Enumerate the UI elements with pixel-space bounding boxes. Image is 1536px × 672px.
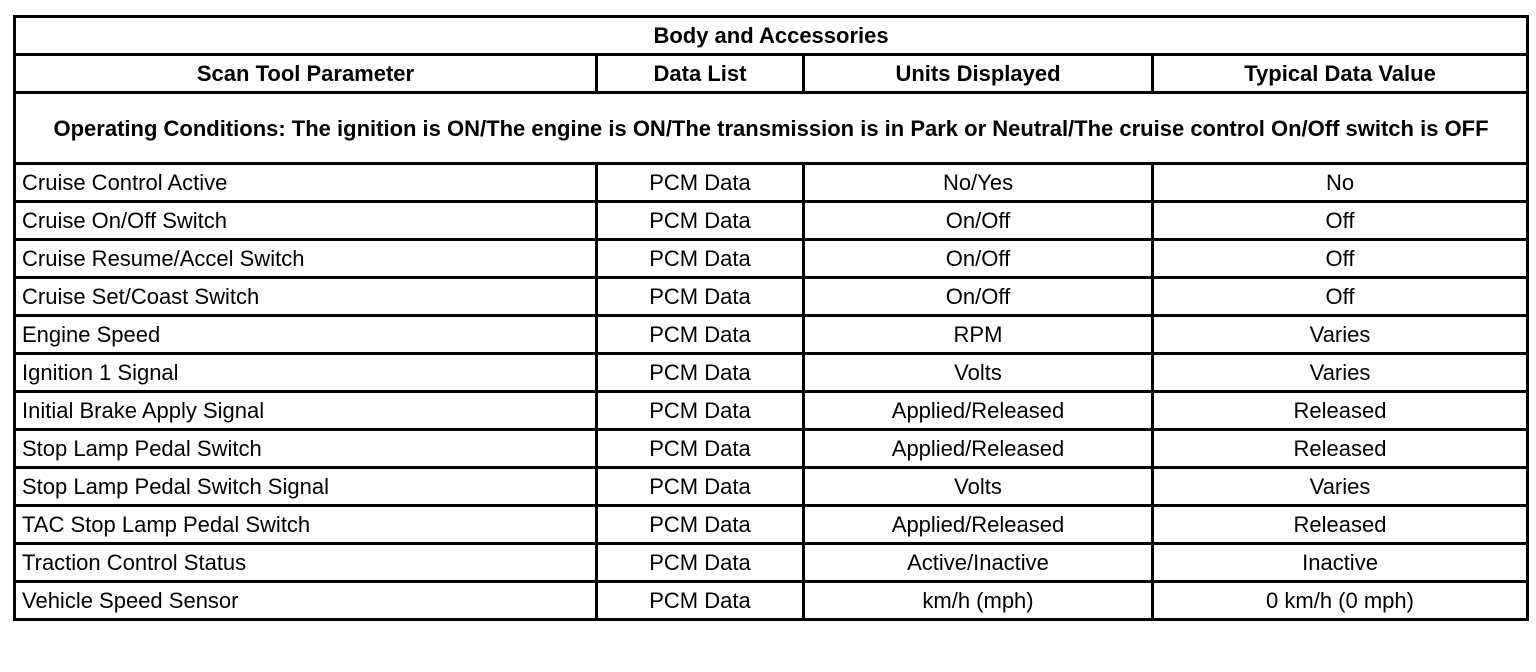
operating-conditions: Operating Conditions: The ignition is ON/The engine is ON/The transmission is in Park or Neutral/The cruise control On/Off switch is OFF: [15, 93, 1528, 164]
cell-scan-tool-parameter: Cruise Set/Coast Switch: [15, 278, 597, 316]
cell-typical-data-value: Varies: [1153, 354, 1528, 392]
cell-data-list: PCM Data: [597, 354, 804, 392]
cell-units-displayed: Applied/Released: [804, 392, 1153, 430]
header-typical-data-value: Typical Data Value: [1153, 55, 1528, 93]
table-row: [15, 202, 1528, 240]
cell-units-displayed: Volts: [804, 354, 1153, 392]
cell-units-displayed: Applied/Released: [804, 506, 1153, 544]
header-units-displayed: Units Displayed: [804, 55, 1153, 93]
cell-units-displayed: Volts: [804, 468, 1153, 506]
cell-typical-data-value: Released: [1153, 430, 1528, 468]
table-row: [15, 278, 1528, 316]
cell-data-list: PCM Data: [597, 202, 804, 240]
cell-data-list: PCM Data: [597, 582, 804, 620]
table-title: Body and Accessories: [15, 17, 1528, 55]
cell-units-displayed: Applied/Released: [804, 430, 1153, 468]
cell-scan-tool-parameter: Cruise Control Active: [15, 164, 597, 202]
cell-typical-data-value: Off: [1153, 240, 1528, 278]
cell-data-list: PCM Data: [597, 468, 804, 506]
cell-data-list: PCM Data: [597, 544, 804, 582]
scan-tool-data-table: [13, 15, 1529, 621]
cell-scan-tool-parameter: Vehicle Speed Sensor: [15, 582, 597, 620]
cell-data-list: PCM Data: [597, 164, 804, 202]
cell-typical-data-value: Inactive: [1153, 544, 1528, 582]
table-title-row: [15, 17, 1528, 55]
header-scan-tool-parameter: Scan Tool Parameter: [15, 55, 597, 93]
cell-data-list: PCM Data: [597, 506, 804, 544]
table-row: [15, 164, 1528, 202]
cell-typical-data-value: Released: [1153, 392, 1528, 430]
cell-typical-data-value: No: [1153, 164, 1528, 202]
operating-conditions-row: [15, 93, 1528, 164]
cell-units-displayed: RPM: [804, 316, 1153, 354]
cell-scan-tool-parameter: Cruise On/Off Switch: [15, 202, 597, 240]
cell-units-displayed: On/Off: [804, 240, 1153, 278]
cell-scan-tool-parameter: TAC Stop Lamp Pedal Switch: [15, 506, 597, 544]
cell-scan-tool-parameter: Traction Control Status: [15, 544, 597, 582]
cell-units-displayed: On/Off: [804, 202, 1153, 240]
cell-scan-tool-parameter: Engine Speed: [15, 316, 597, 354]
table-body: [15, 164, 1528, 620]
cell-units-displayed: On/Off: [804, 278, 1153, 316]
cell-typical-data-value: 0 km/h (0 mph): [1153, 582, 1528, 620]
cell-scan-tool-parameter: Ignition 1 Signal: [15, 354, 597, 392]
cell-units-displayed: Active/Inactive: [804, 544, 1153, 582]
table-row: [15, 430, 1528, 468]
cell-data-list: PCM Data: [597, 316, 804, 354]
cell-typical-data-value: Off: [1153, 278, 1528, 316]
header-data-list: Data List: [597, 55, 804, 93]
table-row: [15, 506, 1528, 544]
cell-data-list: PCM Data: [597, 392, 804, 430]
table-row: [15, 354, 1528, 392]
cell-units-displayed: km/h (mph): [804, 582, 1153, 620]
table-row: [15, 544, 1528, 582]
cell-data-list: PCM Data: [597, 278, 804, 316]
cell-scan-tool-parameter: Stop Lamp Pedal Switch Signal: [15, 468, 597, 506]
table-row: [15, 468, 1528, 506]
table-row: [15, 316, 1528, 354]
table-row: [15, 392, 1528, 430]
cell-scan-tool-parameter: Stop Lamp Pedal Switch: [15, 430, 597, 468]
cell-scan-tool-parameter: Cruise Resume/Accel Switch: [15, 240, 597, 278]
cell-scan-tool-parameter: Initial Brake Apply Signal: [15, 392, 597, 430]
cell-typical-data-value: Varies: [1153, 468, 1528, 506]
table-header-row: [15, 55, 1528, 93]
cell-typical-data-value: Released: [1153, 506, 1528, 544]
cell-typical-data-value: Off: [1153, 202, 1528, 240]
table-row: [15, 582, 1528, 620]
table-row: [15, 240, 1528, 278]
cell-data-list: PCM Data: [597, 430, 804, 468]
cell-data-list: PCM Data: [597, 240, 804, 278]
cell-units-displayed: No/Yes: [804, 164, 1153, 202]
cell-typical-data-value: Varies: [1153, 316, 1528, 354]
